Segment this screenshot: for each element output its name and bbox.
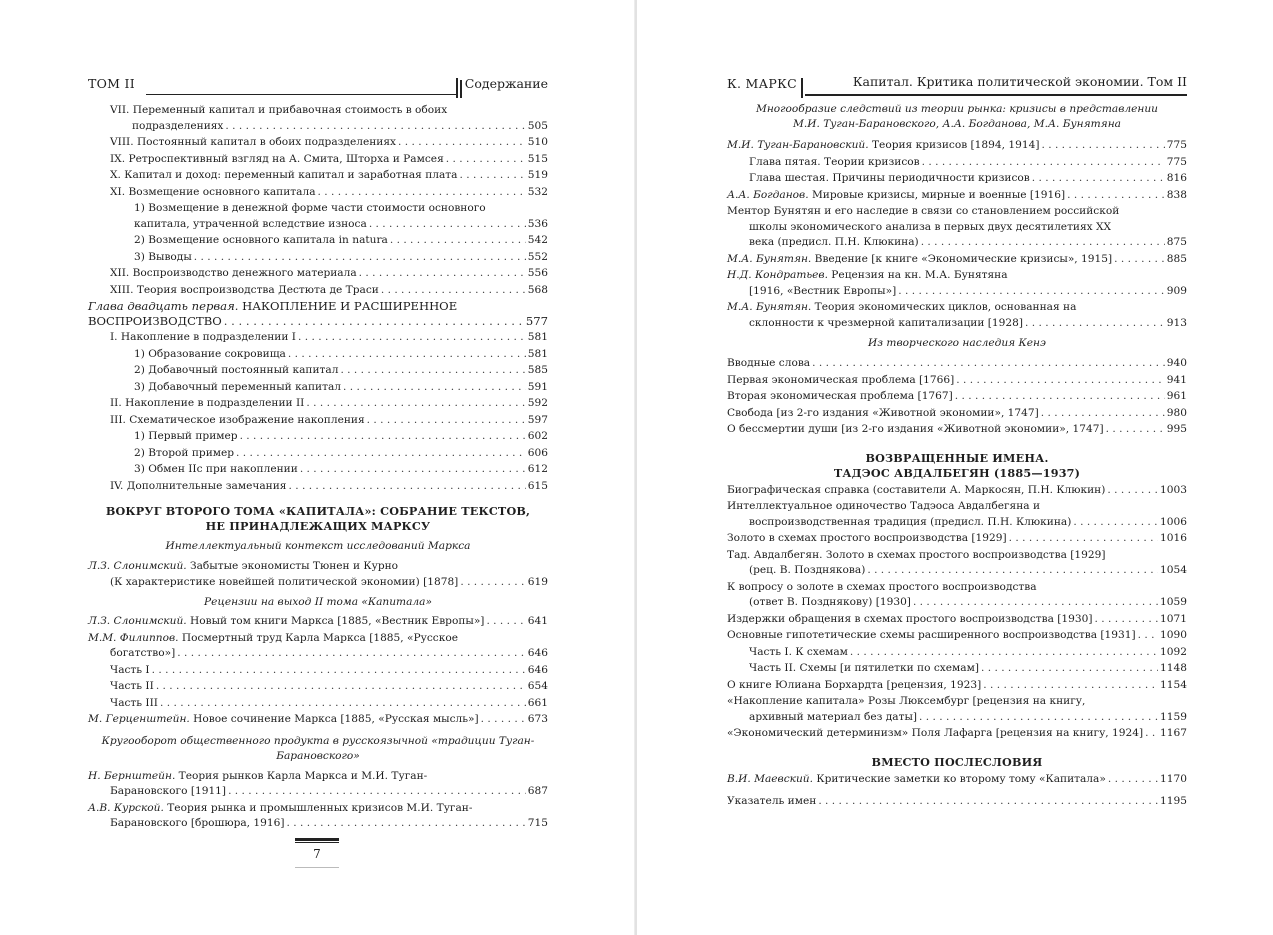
toc-entry: 1) Образование сокровища . . . 581 [88, 347, 548, 363]
toc-entry: Золото в схемах простого воспроизводства [1929] . . . 1016 [727, 531, 1187, 547]
page-ref: 1159 [1160, 710, 1187, 723]
page-ref: 556 [527, 267, 548, 279]
toc-entry: Свобода [из 2-го издания «Животной экономии», 1747] . . . 980 [727, 406, 1187, 422]
page-ref: 592 [527, 397, 548, 409]
page-ref: 619 [527, 575, 548, 588]
page-ref: 606 [527, 446, 548, 459]
toc-entry: XIII. Теория воспроизводства Дестюта де Траси . . . 568 [88, 283, 548, 299]
page-ref: 661 [527, 696, 548, 709]
toc-entry: Н. Бернштейн. Теория рынков Карла Маркса и М.И. Туган- Барановского [1911] . . . 687 [88, 769, 548, 800]
page-ref: 581 [527, 331, 548, 343]
toc-entry: Часть II . . . 654 [88, 679, 548, 695]
toc-entry: Часть I . . . 646 [88, 663, 548, 679]
page-ref: 1054 [1160, 564, 1187, 576]
chapter-entry: Глава двадцать первая. НАКОПЛЕНИЕ И РАСШИРЕННОЕ ВОСПРОИЗВОДСТВО . . . 577 [88, 299, 548, 329]
toc-entry: О книге Юлиана Борхардта [рецензия, 1923] . . . 1154 [727, 678, 1187, 694]
right-header-author: К. МАРКС [727, 76, 797, 91]
page-ref: 1006 [1160, 515, 1187, 528]
left-page [0, 0, 636, 935]
page-ref: 542 [527, 234, 548, 246]
header-bar [801, 78, 803, 98]
page-ref: 591 [527, 380, 548, 393]
toc-entry: 3) Выводы . . . 552 [88, 250, 548, 266]
right-header-title: Капитал. Критика политической экономии. Том II [852, 74, 1187, 89]
page-ref: 980 [1166, 406, 1187, 419]
toc-entry: Тад. Авдалбегян. Золото в схемах простого воспроизводства [1929] (рец. В. Позднякова) . . . 1054 [727, 548, 1187, 579]
page-ref: 568 [527, 283, 548, 296]
subsection-heading: Рецензии на выход II тома «Капитала» [204, 596, 432, 608]
toc-entry: М.А. Бунятян. Введение [к книге «Экономические кризисы», 1915] . . . 885 [727, 252, 1187, 268]
page-ref: 505 [527, 119, 548, 132]
toc-entry: А.В. Курской. Теория рынка и промышленных кризисов М.И. Туган- Барановского [брошюра, 1916] . . . 715 [88, 801, 548, 832]
page-ref: 1090 [1160, 629, 1187, 641]
toc-entry: 3) Добавочный переменный капитал . . . 591 [88, 380, 548, 396]
page-ref: 519 [527, 169, 548, 181]
toc-entry: 1) Возмещение в денежной форме части стоимости основного капитала, утраченной вследствие износа . . . 536 [88, 201, 548, 232]
page-ref: 552 [527, 250, 548, 263]
page-ref: 875 [1166, 236, 1187, 248]
toc-entry: В.И. Маевский. Критические заметки ко второму тому «Капитала» . . . 1170 [727, 772, 1187, 788]
toc-entry: Глава пятая. Теории кризисов . . . 775 [727, 155, 1187, 171]
toc-entry: Л.З. Слонимский. Новый том книги Маркса [1885, «Вестник Европы»] . . . 641 [88, 614, 548, 630]
toc-entry: Часть II. Схемы [и пятилетки по схемам] . . . 1148 [727, 661, 1187, 677]
page-ref: 1154 [1160, 678, 1187, 691]
page-ref: 612 [527, 463, 548, 475]
toc-entry: Ментор Бунятян и его наследие в связи со становлением российской школы экономического анализа в первых двух десятилетиях XX века (предисл. П.Н. Клюкина) . . . 875 [727, 204, 1187, 251]
toc-entry: 2) Второй пример . . . 606 [88, 446, 548, 462]
footer-rule [295, 838, 339, 841]
toc-entry: Первая экономическая проблема [1766] . . . 941 [727, 373, 1187, 389]
page-ref: 602 [527, 430, 548, 442]
page-ref: 646 [527, 647, 548, 659]
toc-entry: Глава шестая. Причины периодичности кризисов . . . 816 [727, 171, 1187, 187]
toc-entry: Издержки обращения в схемах простого воспроизводства [1930] . . . 1071 [727, 612, 1187, 628]
page-ref: 961 [1166, 390, 1187, 402]
page-ref: 1167 [1160, 727, 1187, 739]
section-heading: ВОЗВРАЩЕННЫЕ ИМЕНА. ТАДЭОС АВДАЛБЕГЯН (1885—1937) [833, 450, 1081, 480]
toc-entry: Биографическая справка (составители А. Маркосян, П.Н. Клюкин) . . . 1003 [727, 483, 1187, 499]
toc-entry: Основные гипотетические схемы расширенного воспроизводства [1931] . . . 1090 [727, 628, 1187, 644]
header-bar [456, 78, 458, 98]
page-ref: 687 [527, 785, 548, 797]
page-ref: 646 [527, 663, 548, 676]
header-rule [805, 94, 1187, 96]
toc-entry: Указатель имен . . . 1195 [727, 794, 1187, 810]
toc-entry: X. Капитал и доход: переменный капитал и заработная плата . . . 519 [88, 168, 548, 184]
subsection-heading: Интеллектуальный контекст исследований Маркса [165, 540, 471, 552]
toc-entry: «Экономический детерминизм» Поля Лафарга [рецензия на книгу, 1924] . . . 1167 [727, 726, 1187, 742]
right-page [637, 0, 1273, 935]
page-ref: 510 [527, 136, 548, 148]
header-bar [460, 80, 462, 98]
toc-entry: Н.Д. Кондратьев. Рецензия на кн. М.А. Бунятяна [1916, «Вестник Европы»] . . . 909 [727, 268, 1187, 299]
page-ref: 775 [1166, 139, 1187, 151]
toc-entry: М.А. Бунятян. Теория экономических циклов, основанная на склонности к чрезмерной капитализации [1928] . . . 913 [727, 300, 1187, 331]
page-ref: 1148 [1160, 662, 1187, 674]
page-ref: 615 [527, 479, 548, 492]
left-running-header [88, 72, 548, 98]
toc-entry: VIII. Постоянный капитал в обоих подразделениях . . . 510 [88, 135, 548, 151]
page-ref: 1016 [1160, 532, 1187, 544]
page-ref: 909 [1166, 284, 1187, 297]
toc-entry: IV. Дополнительные замечания . . . 615 [88, 479, 548, 495]
subsection-heading: Кругооборот общественного продукта в русскоязычной «традиции Туган- Барановского» [101, 734, 535, 762]
toc-entry: Вторая экономическая проблема [1767] . . . 961 [727, 389, 1187, 405]
toc-entry: М.М. Филиппов. Посмертный труд Карла Маркса [1885, «Русское богатство»] . . . 646 [88, 631, 548, 662]
footer-rule [295, 842, 339, 843]
page-ref: 1195 [1160, 795, 1187, 807]
page-ref: 577 [525, 314, 548, 328]
section-heading: ВМЕСТО ПОСЛЕСЛОВИЯ [871, 754, 1043, 769]
page-footer [295, 838, 339, 868]
section-heading: ВОКРУГ ВТОРОГО ТОМА «КАПИТАЛА»: СОБРАНИЕ ТЕКСТОВ, НЕ ПРИНАДЛЕЖАЩИХ МАРКСУ [105, 504, 531, 533]
page-ref: 1170 [1160, 772, 1187, 785]
left-toc [88, 103, 548, 833]
page-ref: 775 [1166, 155, 1187, 168]
toc-entry: «Накопление капитала» Розы Люксембург [рецензия на книгу, архивный материал без даты] . . . 1159 [727, 694, 1187, 725]
page-ref: 585 [527, 364, 548, 376]
toc-entry: IX. Ретроспективный взгляд на А. Смита, Шторха и Рамсея . . . 515 [88, 152, 548, 168]
page-ref: 515 [527, 152, 548, 165]
page-ref: 941 [1166, 373, 1187, 386]
page-ref: 1003 [1160, 483, 1187, 496]
subsection-heading: Из творческого наследия Кенэ [868, 337, 1046, 349]
toc-entry: XI. Возмещение основного капитала . . . 532 [88, 185, 548, 201]
page-ref: 885 [1166, 252, 1187, 265]
toc-entry: Вводные слова . . . 940 [727, 356, 1187, 372]
toc-entry: Интеллектуальное одиночество Тадэоса Авдалбегяна и воспроизводственная традиция (предисл. П.Н. Клюкина) . . . 1006 [727, 499, 1187, 530]
left-header-volume: ТОМ II [88, 76, 136, 91]
toc-entry: А.А. Богданов. Мировые кризисы, мирные и военные [1916] . . . 838 [727, 188, 1187, 204]
toc-entry: 3) Обмен IIc при накоплении . . . 612 [88, 462, 548, 478]
footer-underline [295, 867, 339, 868]
subsection-heading: Многообразие следствий из теории рынка: кризисы в представлении М.И. Туган-Барановского, А.А. Богданова, М.А. Бунятяна [755, 103, 1159, 130]
page-ref: 913 [1166, 316, 1187, 329]
toc-entry: Часть III . . . 661 [88, 696, 548, 712]
page-ref: 1059 [1160, 596, 1187, 608]
page-ref: 838 [1166, 188, 1187, 201]
toc-entry: Часть I. К схемам . . . 1092 [727, 645, 1187, 661]
right-toc [727, 102, 1187, 811]
toc-entry: III. Схематическое изображение накопления . . . 597 [88, 413, 548, 429]
page-ref: 715 [527, 817, 548, 829]
toc-entry: 2) Добавочный постоянный капитал . . . 585 [88, 363, 548, 379]
page-ref: 816 [1166, 172, 1187, 184]
page-ref: 940 [1166, 357, 1187, 369]
page-ref: 581 [527, 347, 548, 360]
page-ref: 597 [527, 413, 548, 426]
page-ref: 1071 [1160, 612, 1187, 625]
toc-entry: 2) Возмещение основного капитала in natura . . . 542 [88, 233, 548, 249]
toc-entry: II. Накопление в подразделении II . . . 592 [88, 396, 548, 412]
toc-entry: 1) Первый пример . . . 602 [88, 429, 548, 445]
page-ref: 673 [527, 713, 548, 725]
toc-entry: Л.З. Слонимский. Забытые экономисты Тюнен и Курно (К характеристике новейшей политической экономии) [1878] . . . 619 [88, 559, 548, 590]
page-ref: 536 [527, 217, 548, 230]
toc-entry: К вопросу о золоте в схемах простого воспроизводства (ответ В. Позднякову) [1930] . . . 1059 [727, 580, 1187, 611]
header-rule [146, 94, 456, 95]
left-header-section: Содержание [464, 76, 548, 91]
toc-entry: VII. Переменный капитал и прибавочная стоимость в обоих подразделениях . . . 505 [88, 103, 548, 134]
page-ref: 532 [527, 185, 548, 198]
page-ref: 654 [527, 680, 548, 692]
toc-entry: О бессмертии души [из 2-го издания «Животной экономии», 1747] . . . 995 [727, 422, 1187, 438]
page-ref: 1092 [1160, 645, 1187, 658]
toc-entry: XII. Воспроизводство денежного материала . . . 556 [88, 266, 548, 282]
right-running-header [727, 72, 1187, 98]
toc-entry: М. Герценштейн. Новое сочинение Маркса [1885, «Русская мысль»] . . . 673 [88, 712, 548, 728]
page-ref: 641 [527, 615, 548, 627]
toc-entry: М.И. Туган-Барановский. Теория кризисов [1894, 1914] . . . 775 [727, 138, 1187, 154]
page-number: 7 [313, 847, 321, 861]
toc-entry: I. Накопление в подразделении I . . . 581 [88, 330, 548, 346]
page-ref: 995 [1166, 423, 1187, 435]
